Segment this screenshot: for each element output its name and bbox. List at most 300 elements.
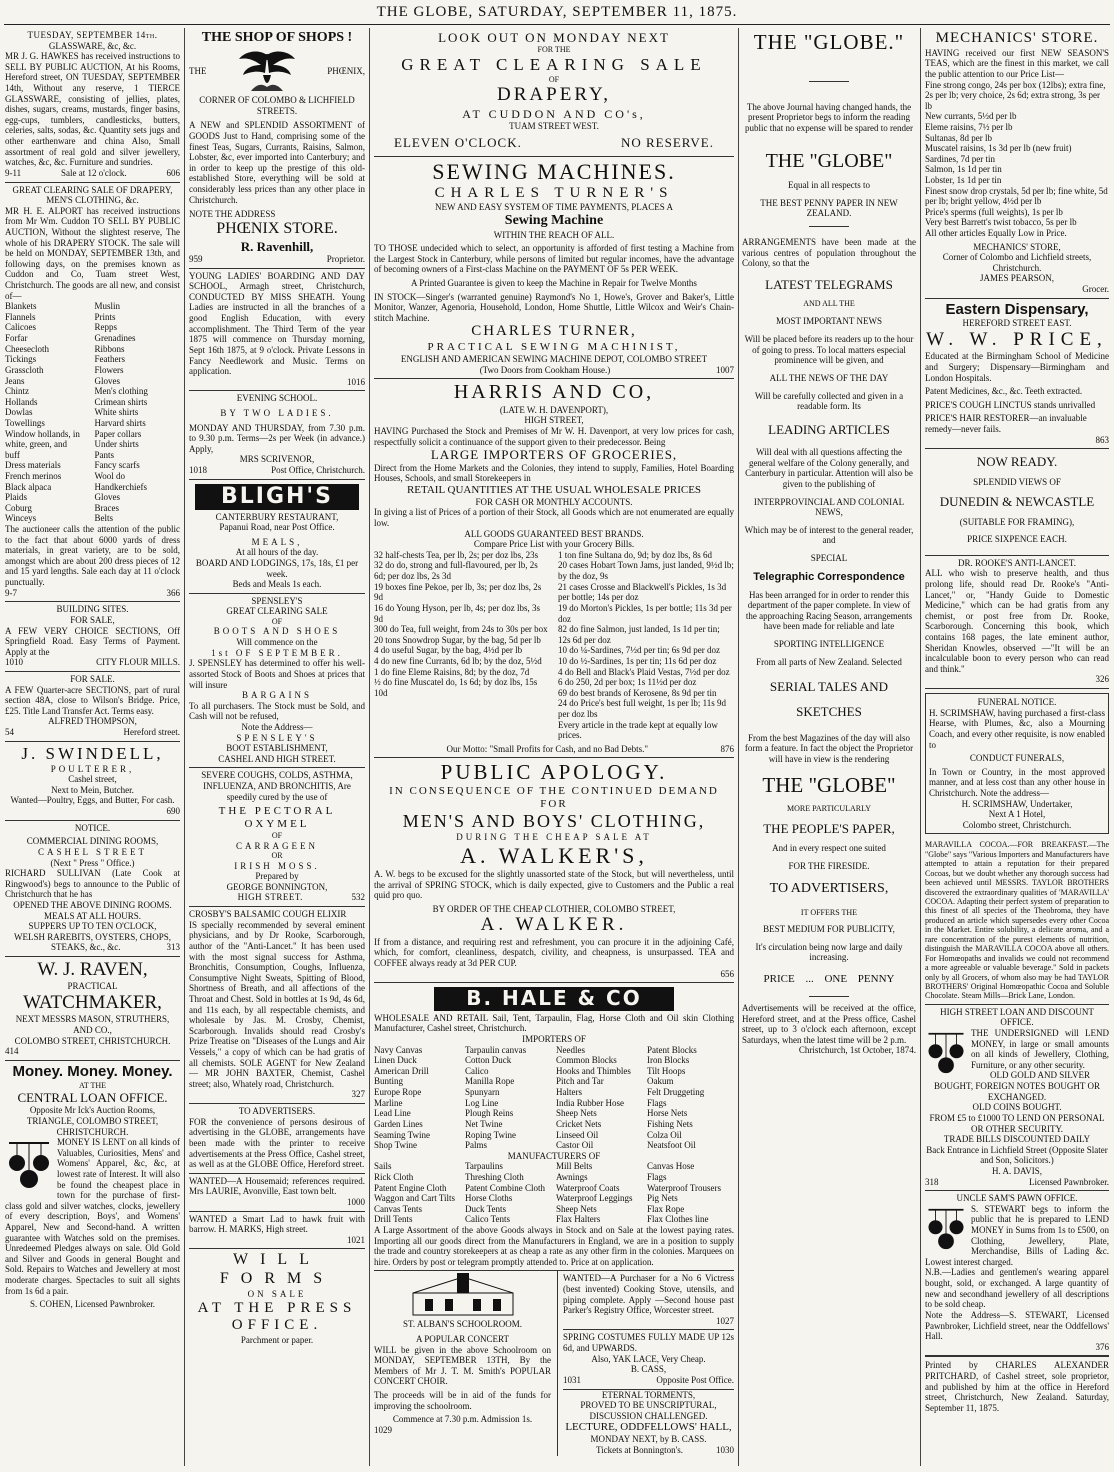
ad-subhead: GLASSWARE, &c, &c. [48,40,137,51]
ad-line: ON SALE [247,1289,307,1300]
list-item: Threshing Cloth [465,1171,524,1182]
advertiser-address: TRIANGLE, COLOMBO STREET, [26,1115,159,1126]
price-list-item: 19 boxes fine Pekoe, per lb, 3s; per doz lbs, 2s 9d [374,581,542,603]
central-loan-office-ad [5,1061,180,1313]
list-item: Linen Duck [374,1055,417,1066]
list-item: Crimean shirts [94,396,148,407]
price-list-item: All other articles Equally Low in Price. [925,228,1067,239]
list-item: Needles [556,1044,585,1055]
building-sites-ad [5,602,180,672]
price-list-left [374,550,550,741]
list-item: Iron Blocks [647,1055,690,1066]
ad-number: 327 [351,1089,365,1100]
advertiser-name: H. SCRIMSHAW, Undertaker, [961,798,1073,809]
spring-costumes-ad [563,1330,734,1389]
ad-body: If from a distance, and requiring rest and refreshment, you can procure it in the adjoining Café, which, for comfort, cleanliness, despatch, civility, and cheapness, is unsurpassed. TEA and COFFEE always ready at 3d PER CUP. [374,936,734,968]
advertiser-address: Post Office, Christchurch. [271,465,365,475]
ad-body: IN STOCK—Singer's (warranted genuine) Raymond's No 1, Howe's, Grover and Baker's, Little Monitor, Wanzer, Agenoria, Household, London, Home Shuttle, Little Wilcox and Weir's Chain-stitch Machine. [374,291,734,323]
pawnbroker-balls-icon [925,1206,967,1255]
price-list-item: 19 do Morton's Pickles, 1s per bottle; 11s 3d per doz [558,602,732,624]
ad-title: LARGE IMPORTERS OF GROCERIES, [430,447,678,463]
price-list-item: 10 do ½-Sardines, 1s per tin; 11s 6d per doz [558,655,717,666]
ad-number: 656 [720,968,734,979]
ad-subhead: IMPORTERS OF [522,1034,586,1045]
walker-apology-ad [374,758,734,983]
advertiser-name: GEORGE BONNINGTON, [226,881,328,892]
list-item: Plough Reins [465,1108,514,1119]
ad-trade: WATCHMAKER, [23,992,162,1014]
list-item: Hooks and Thimbles [556,1065,631,1076]
ad-subtitle: (Next " Press " Office.) [50,857,135,868]
ad-line: DISCUSSION CHALLENGED. [589,1410,708,1421]
globe-paragraph: Advertisements will be received at the office, Hereford street, and at the Press office, Cashel street, up to 3 o'clock each afternoon, except Saturdays, when the latest time will be 2 p.m. [742,1003,916,1045]
ad-heading: GREAT CLEARING SALE OF DRAPERY, MEN'S CLOTHING, &c. [12,184,173,206]
ad-number: 414 [5,1046,19,1057]
advertiser-name: MRS SCRIVENOR, [239,454,315,465]
ad-line: A Printed Guarantee is given to keep the Machine in Repair for Twelve Months [411,277,697,288]
advertiser-address: Hereford street. [123,727,180,737]
list-item: Flags [647,1171,667,1182]
column-3 [371,28,737,1466]
advertiser-address: Cashel street, [68,774,117,785]
ad-line: Patent Medicines, &c., &c. Teeth extracted. [925,386,1083,397]
ad-number: 532 [351,892,365,903]
ad-line: FOR CASH OR MONTHLY ACCOUNTS. [475,496,633,507]
list-item: Oakum [647,1076,674,1087]
ad-body: The proceeds will be in aid of the funds for improving the schoolroom. [374,1390,551,1411]
globe-title: THE "GLOBE." [753,30,905,54]
list-item: Linseed Oil [556,1129,599,1140]
ad-number: 606 [166,167,180,178]
ad-heading: SEVERE COUGHS, COLDS, ASTHMA, INFLUENZA, AND BRONCHITIS, Are speedily cured by the use of [201,770,353,802]
list-item: Patent Blocks [647,1044,697,1055]
swindell-poulterer-ad [5,742,180,821]
advertiser-address: HEREFORD STREET EAST. [962,318,1072,329]
price-list-item: Sardines, 7d per tin [925,153,995,164]
ad-body: MONEY IS LENT on all kinds of Valuables, Curiosities, Mens' and Womens' Apparel, &c, &c, at lowest rate of Interest. It will also be found the cheapest place in town for the purchase of first-class gold and silver watches, clocks, jewellery of every description, Boys', and Womens' Apparel, New and Second-hand. A written guarantee with Watches sold on the premises. Unredeemed Pledges always on sale. Old Gold and Silver and Goods in general Bought and Sold. Repairs to Watches and Jewellery at most moderate charges. Spectacles to suit all sights from 1s 6d a pair. [5,1137,180,1296]
globe-line: ALL THE NEWS OF THE DAY [769,373,889,384]
column-rule [369,28,370,1466]
list-item: Log Line [465,1097,499,1108]
ad-body: IS specially recommended by several eminent physicians, and by Dr Rooke, Scarborough, author of the "Anti-Lancet." It has been used with the most signal success for Asthma, Bronchitis, Consumption, Coughs, Influenza, Consumptive Night Sweats, Spitting of Blood, Shortness of Breath, and all affections of the Throat and Chest. Sold in bottles at 1s 9d, 4s 6d, and 11s each, by all respectable chemists, and wholesale by Jas. M. Crosby, Chemist, Scarborough. Invalids should read Crosby's Prize Treatise on "Diseases of the Lungs and Air Vessels," a copy of which can be had gratis of all chemists. SOLE AGENT for New Zealand — MR JOHN BAXTER, Chemist, Cashel street; also, Whately road, Christchurch. [189,919,365,1089]
ad-line: BOARD AND LODGINGS, 17s, 18s, £1 per week. [195,558,359,579]
ad-body: A. W. begs to be excused for the slightly unassorted state of the Stock, but will nevertheless, until the arrival of SPRING STOCK, which is daily expected, give to Customers and the Public a real quid pro quo. [374,868,734,901]
ad-body: WHOLESALE AND RETAIL Sail, Tent, Tarpaulin, Flag, Horse Cloth and Oil skin Clothing Manufacturer, Cashel street, Christchurch. [374,1012,734,1034]
advertiser-address: Opposite Post Office. [656,1374,734,1385]
list-item: Towellings [5,417,45,428]
ad-line: SPENSLEY'S [236,732,318,743]
globe-line: Equal in all respects to [788,180,870,191]
price-list-item: 20 cases Hobart Town Jams, just landed, 9½d lb; by the doz, 9s [558,560,734,582]
ad-number: 1030 [715,1444,734,1455]
ad-number: 1016 [347,376,365,387]
ad-title: RETAIL QUANTITIES AT THE USUAL WHOLESALE PRICES [406,483,702,496]
price-list-item: Every article in the trade kept at equally low prices. [558,719,718,741]
ad-body: WANTED—A Housemaid; references required. Mrs LAURIE, Avonville, East town belt. [189,1175,365,1197]
list-item: Dress materials [5,460,61,471]
ad-line: Parchment or paper. [240,1335,314,1346]
ad-heading: HIGH STREET LOAN AND DISCOUNT OFFICE. [940,1006,1094,1028]
drapery-auction-ad [5,183,180,603]
ad-heading: ST. ALBAN'S SCHOOLROOM. [403,1319,522,1330]
price-list [925,80,1109,239]
ad-title: DRAPERY, [497,84,611,106]
manufactures-list [374,1161,734,1225]
list-item: Paper collars [94,428,142,439]
ad-body: HAVING Purchased the Stock and Premises of Mr W. H. Davenport, at very low prices for cash, respectfully solicit a continuance of the support given to their predecessor. Being [374,426,734,447]
list-item: Awnings [556,1171,588,1182]
ad-date: TUESDAY, SEPTEMBER 14th. [27,30,158,40]
ad-number: 1029 [374,1424,392,1435]
st-albans-church-illustration [374,1273,551,1317]
globe-line: SPECIAL [810,553,848,564]
ad-body: WANTED—A Purchaser for a No 6 Victress (best invented) Cooking Stove, utensils, and piping complete. Apply —Second house past Parker's Registry Office, Worcester street. [563,1273,734,1316]
ad-number: 1018 [189,465,207,475]
globe-feature: TO ADVERTISERS, [769,881,889,897]
list-item: Flags [647,1097,667,1108]
advertiser-address: Corner of Colombo and Lichfield streets, Christchurch. [942,252,1092,273]
ad-line: MEALS, [251,536,303,547]
advertiser-address: CORNER OF COLOMBO & LICHFIELD STREETS. [199,95,355,116]
advertiser-address: HIGH STREET, [524,415,584,426]
blighs-restaurant-ad [189,480,365,594]
ad-body: In Town or Country, in the most approved manner, and at less cost than any other house in Christchurch. Note the address— [929,766,1105,798]
advertiser-name: B. HALE & CO [434,987,674,1011]
globe-paragraph: Which may be of interest to the general reader, and [744,524,914,546]
list-item: Lead Line [374,1108,411,1119]
price-list-item: 69 do best brands of Kerosene, 8s 9d per tin [558,687,717,698]
list-item: Bunting [374,1076,404,1087]
price-list-item: New currants, 5½d per lb [925,111,1017,122]
price-list-item: 24 do Price's best full weight, 1s per lb; 11s 9d per doz lbs [558,698,727,719]
sewing-machines-ad [374,157,734,380]
ad-footer: Sale at 12 o'clock. [61,167,127,178]
globe-paragraph: From the best Magazines of the day will also form a feature. In fact the object the Proprietor will have in view is the rendering [744,732,914,764]
spensley-boots-ad [189,594,365,769]
ad-number: 1021 [347,1234,365,1245]
ad-number: 876 [720,743,734,754]
list-item: white, green, and [5,439,67,450]
divider [809,226,849,227]
ad-number: 1007 [715,364,734,375]
ad-line: MEALS AT ALL HOURS. [43,910,141,921]
list-item: Tarpaulin canvas [465,1044,527,1055]
list-item: Patent Combine Cloth [465,1182,545,1193]
ad-heading: PUBLIC APOLOGY. [440,760,668,785]
pectoral-oxymel-ad [189,768,365,907]
list-item: Felt Druggeting [647,1087,705,1098]
high-street-loan-ad [925,1005,1109,1191]
ad-line: Beds and Meals 1s each. [232,579,322,590]
list-item: Spunyarn [465,1087,500,1098]
ad-line: MONDAY NEXT, by B. CASS. [590,1434,707,1445]
list-item: American Drill [374,1065,429,1076]
ad-line: PRACTICAL [67,981,118,992]
ad-number: 1031 [563,1374,581,1385]
list-item: Garden Lines [374,1118,423,1129]
ad-line: Licensed Pawnbroker. [1029,1176,1109,1187]
price-list-item: 16 do Young Hyson, per lb, 4s; per doz lbs, 3s 9d [374,602,541,624]
column-4 [739,28,919,1466]
list-item: Sails [374,1161,392,1172]
globe-feature: Telegraphic Correspondence [753,570,905,583]
list-item: Fancy scarfs [94,460,140,471]
ad-heading: BUILDING SITES. [56,604,129,615]
globe-paragraph: Will be placed before its readers up to the hour of going to press. To local matters especial prominence will be given, and [744,334,914,366]
ad-body: J. SPENSLEY has determined to offer his well-assorted Stock of Boots and Shoes at prices that will insure [189,658,365,690]
ad-body: FOR the convenience of persons desirous of advertising in the GLOBE, arrangements have been made with the printer to receive advertisements at the Press Office, Cashel street, as well as at the GLOBE Office, Hereford street. [189,1116,365,1170]
proprietor-name: JAMES PEARSON, [979,273,1055,284]
list-item: Belts [94,513,114,524]
ad-number: 959 [189,254,203,265]
ad-body: A NEW and SPLENDID ASSORTMENT of GOODS Just to Hand, comprising some of the finest Teas, Sugars, Currants, Raisins, Salmon, Lobster, &c, ever imported into Canterbury; and in order to keep up the prestige of this old-established Store, everything will be sold at considerably less prices than any other place in Christchurch. [189,120,365,205]
globe-line: And in every respect one suited [772,843,886,854]
ad-line: SPLENDID VIEWS OF [973,476,1061,487]
ad-line: FOR THE [537,45,571,55]
list-item: Cotton Duck [465,1055,512,1066]
list-item: Waterproof Coats [556,1182,620,1193]
list-item: Horse Cloths [465,1193,513,1204]
pawnbroker-balls-icon [925,1030,967,1079]
globe-line: MORE PARTICULARLY [787,804,871,814]
list-item: Horse Nets [647,1108,688,1119]
ad-line: Note the Address— [241,721,313,732]
advertiser-name: CHARLES TURNER, [471,323,637,340]
globe-title: THE "GLOBE" [765,149,893,172]
ad-number: 54 [5,727,14,737]
column-5 [922,28,1112,1466]
ad-line: CANTERBURY RESTAURANT, [215,511,339,522]
ad-line: OF [271,617,283,627]
price-list-item: 10 do ¼-Sardines, 7½d per tin; 6s 9d per doz [558,645,720,656]
column-rule [920,28,921,1466]
list-item: Blankets [5,301,37,312]
list-item: Europe Rope [374,1087,422,1098]
ad-body: HAVING received our first NEW SEASON'S TEAS, which are the finest in this market, we call the public attention to our Price List— [925,47,1109,79]
ad-number: 326 [1095,674,1109,685]
globe-intro: The above Journal having changed hands, the present Proprietor begs to inform the reading public that no expense will be spared to render [745,101,913,133]
ad-title: CONDUCT FUNERALS, [969,753,1065,764]
ad-line: ELEVEN O'CLOCK. [394,135,522,151]
ad-body: A FEW VERY CHOICE SECTIONS, Off Springfield Road. Easy Terms of Payment. Apply at the [5,625,180,657]
ad-line: AT THE PRESS OFFICE. [197,1299,357,1334]
globe-paragraph: ARRANGEMENTS have been made at the various centres of population throughout the Colony, so that the [742,237,916,269]
ad-number: 863 [1095,434,1109,445]
ad-title: MEN'S AND BOYS' CLOTHING, [402,811,706,832]
ad-line: OLD COINS BOUGHT. [972,1102,1062,1113]
advertiser-name: CHARLES TURNER'S [434,184,674,201]
list-item: Cheesecloth [5,343,49,354]
advertiser-name: HARRIS AND CO, [453,381,655,404]
ad-subhead: FOR SALE, [70,614,115,625]
ad-line: OF [548,74,560,84]
list-item: Palms [465,1140,488,1151]
column-2 [186,28,368,1466]
ad-heading: CROSBY'S BALSAMIC COUGH ELIXIR [189,909,347,920]
ad-line: Will commence on the [236,637,318,648]
ad-body: Direct from the Home Markets and the Colonies, they intend to supply, Families, Hotel Boarding Houses, Schools, and small Storekeepers in [374,462,734,484]
list-item: Wool do [94,470,126,481]
crosby-elixir-ad [189,907,365,1104]
ad-line: ALL GOODS GUARANTEED BEST BRANDS. [464,528,644,539]
ad-line: PHŒNIX, [327,65,365,76]
ad-subhead: MANUFACTURERS OF [507,1150,601,1161]
list-item: Roping Twine [465,1129,516,1140]
list-item: Common Blocks [556,1055,617,1066]
list-item: Winceys [5,513,37,524]
ad-title: COMMERCIAL DINING ROOMS, [26,836,159,847]
ad-line: IN CONSEQUENCE OF THE CONTINUED DEMAND FOR [389,785,719,811]
ad-line: WELSH RAREBITS, OYSTERS, CHOPS, [13,931,172,942]
list-item: Repps [94,322,117,333]
ad-body: RICHARD SULLIVAN (Late Cook at Ringwood's) begs to announce to the Public of Christchurch that he has [5,868,180,900]
list-item: Colza Oil [647,1129,682,1140]
price-list-item: 4 do new fine Currants, 6d lb; by the doz, 5½d [374,655,542,666]
list-item: Hollands [5,396,38,407]
ad-body: SPRING COSTUMES FULLY MADE UP 12s 6d, and UPWARDS. [563,1332,734,1354]
price-list-item: Sultanas, 8d per lb [925,132,992,143]
list-item: Neatsfoot Oil [647,1140,696,1151]
ad-line: BOOTS AND SHOES [213,626,341,637]
ad-line: Tickets at Bonnington's. [595,1444,684,1455]
list-item: Duck Tents [465,1203,506,1214]
globe-paragraph: Will be carefully collected and given in a readable form. Its [754,390,904,412]
list-item: Pitch and Tar [556,1076,604,1087]
ad-code: 9-11 [5,167,22,178]
ad-title: GREAT CLEARING SALE [401,54,707,74]
advertiser-address: COLOMBO STREET, CHRISTCHURCH. [14,1035,171,1046]
list-item: Seaming Twine [374,1129,430,1140]
column-1 [2,28,183,1466]
advertiser-name: MECHANICS' STORE, [973,241,1061,252]
price-list-item: 4 do useful Sugar, by the bag, 4½d per lb [374,645,523,656]
globe-paragraph: Will deal with all questions affecting the general welfare of the Colony generally, and Canterbury in particular. Attention will also be given to the publishing of [745,447,913,490]
masthead: THE GLOBE, SATURDAY, SEPTEMBER 11, 1875. [376,4,738,20]
ad-number: 1010 [5,657,23,668]
ad-line: Next A 1 Hotel, [988,809,1046,820]
ad-line: BY ORDER OF THE CHEAP CLOTHIER, COLOMBO STREET, [432,903,676,914]
maravilla-cocoa-ad [925,838,1109,1004]
ad-body: S. STEWART begs to inform the public that he is prepared to LEND MONEY in Sums from 1s to £500, on Clothing, Jewellery, Plate, Merchandise, Bills of Lading &c. Lowest interest charged. [925,1203,1109,1267]
globe-line: IT OFFERS THE [800,907,858,917]
advertiser-name: A. WALKER'S, [460,842,648,868]
ad-line: CARRAGEEN [235,840,318,851]
ad-heading: LOOK OUT ON MONDAY NEXT [438,30,670,45]
ad-body: A Large Assortment of the above Goods always in Stock and on Sale at the lowest paying rates. Importing all our goods direct from the Manufacturers in England, we are in a position to supply the trade and country storekeepers at as cheap a rate as any other firm in the colonies. Marquees on hire. Orders by post or telegram promptly attended to. Price at on application. [374,1225,734,1267]
ad-number: 313 [166,942,180,953]
globe-line: FOR THE FIRESIDE. [788,860,870,871]
divider [809,996,849,997]
ad-line: FROM £5 to £1000 TO LEND ON PERSONAL OR OTHER SECURITY. [929,1112,1105,1134]
ad-body: MARAVILLA COCOA.—FOR BREAKFAST.—The "Globe" says "Various Importers and Manufacturers have attempted to attain a reputation for their prepared Cocoas, but we doubt whether any thorough success had been achieved until MESSRS. TAYLOR BROTHERS discovered the extraordinary qualities of 'MARAVILLA' COCOA. Adapting their perfect system of preparation to this finest of all species of the Theobroma, they have produced an article which supersedes every other Cocoa in the Market. Entire solubility, a delicate aroma, and a rare concentration of the purest elements of nutrition, distinguish the MARAVILLA COCOA above all others. For Homœopaths and invalids we could not recommend a more agreeable or valuable beverage." Sold in packets only by all Grocers, of whom also may be had TAYLOR BROTHERS' Original Homœopathic Cocoa and Soluble Chocolate. Steam Mills—Brick Lane, London. [925,840,1109,1001]
ad-line: (Two Doors from Cookham House.) [479,364,611,375]
drapery-item-list [5,301,180,524]
ad-line: Back Entrance in Lichfield Street (Opposite Slater and Son, Solicitors.) [926,1144,1108,1166]
ad-body: To all purchasers. The Stock must be Sold, and Cash will not be refused, [189,700,365,722]
ad-heading: NOW READY. [976,454,1058,470]
advertiser-name: PHŒNIX STORE. [216,219,338,237]
price-list-item: 21 cases Crosse and Blackwell's Pickles, 1s 3d per bottle; 14s per doz [558,581,727,603]
raven-watchmaker-ad [5,957,180,1061]
globe-line: BEST MEDIUM FOR PUBLICITY, [763,924,895,935]
globe-paragraph: From all parts of New Zealand. Selected [756,656,902,667]
list-item: Pig Nets [647,1193,678,1204]
hale-sailmaker-ad [374,983,734,1271]
ad-line: THE [189,65,207,76]
advertiser-address: CASHEL AND HIGH STREET. [218,753,336,764]
price-list-item: Lobster, 1s 1d per tin [925,175,1002,185]
ad-line: NOTE THE ADDRESS [189,209,276,220]
ad-line: PRACTICAL SEWING MACHINIST, [427,341,681,354]
list-item: Tickings [5,354,37,365]
ad-line: SUPPERS UP TO TEN O'CLOCK, [28,921,157,932]
ad-line: OF [271,831,283,841]
ad-line: Proprietor. [326,254,365,265]
list-item: Calicoes [5,322,36,333]
ad-body: MONDAY AND THURSDAY, from 7.30 p.m. to 9.30 p.m. Terms—2s per Week (in advance.) Apply, [189,422,365,454]
eastern-dispensary-ad [925,299,1109,450]
list-item: Dowlas [5,407,33,418]
ad-line: WILL FORMS [219,1251,335,1288]
imports-list [374,1045,734,1151]
ad-heading: TO ADVERTISERS. [238,1106,316,1117]
globe-price: PRICE ... ONE PENNY [763,973,895,986]
list-item: Braces [94,502,119,513]
ad-line: At all hours of the day. [235,547,319,558]
ad-line: CHRISTCHURCH. [56,1126,129,1137]
ad-motto: Our Motto: "Small Profits for Cash, and no Bad Debts." [446,743,649,754]
advertiser-name: BLIGH'S [195,484,359,510]
price-list-item: Muscatel raisins, 1s 3d per lb (new fruit) [925,143,1072,154]
advertiser-name: S. COHEN, Licensed Pawnbroker. [30,1299,155,1310]
cuddon-clearing-sale-ad [374,28,734,157]
ad-line: Opposite Mr Ick's Auction Rooms, [29,1105,156,1116]
eternal-torments-lecture-ad [563,1390,734,1456]
ad-title: Sewing Machine [504,213,604,228]
forms-on-sale-ad [189,1249,365,1348]
glassware-auction-ad [5,28,180,183]
globe-line: INTERPROVINCIAL AND COLONIAL NEWS, [753,496,905,518]
list-item: Waggon and Cart Tilts [374,1193,456,1204]
ad-line: ETERNAL TORMENTS, [601,1389,696,1400]
advertiser-name: W. J. RAVEN, [37,959,148,981]
ad-line: PROVED TO BE UNSCRIPTURAL, [580,1400,717,1411]
bottom-ads-row [374,1271,734,1455]
phoenix-store-ad [189,28,365,269]
ad-title: DUNEDIN & NEWCASTLE [939,494,1095,510]
ad-note: The auctioneer calls the attention of the public to the fact that about 6000 yards of dress materials, in great variety, are to be sold, amongst which are about 200 dress pieces of 12 and 15 yard lengths. Sale each day at 11 o'clock punctually. [5,524,180,588]
list-item: Marline [374,1097,403,1108]
ad-heading: DR. ROOKE'S ANTI-LANCET. [958,557,1076,568]
list-item: Jeans [5,375,25,386]
advertiser-address: TUAM STREET WEST. [509,120,599,131]
ad-heading: NOTICE. [74,822,111,833]
list-item: Calico Tents [465,1214,510,1225]
masthead-rule [4,24,1110,25]
funeral-notice-ad [925,693,1109,834]
ad-body: In giving a list of Prices of a portion of their Stock, all Goods which are not enumerated are equally low. [374,507,734,529]
price-list-item: ½ do fine Muscatel do, 1s 6d; by doz lbs, 15s 10d [374,677,538,698]
advertiser-address: HIGH STREET. [237,892,303,903]
globe-paragraph: It's circulation being now large and daily increasing. [755,941,903,963]
ad-line: WITHIN THE REACH OF ALL. [493,229,615,240]
ad-body: Educated at the Birmingham School of Medicine and Surgery; Dispensary—Birmingham and London Hospitals. [925,351,1109,383]
ad-body: THE UNDERSIGNED will LEND MONEY, in large or small amounts on all kinds of Jewellery, Clothing, Furniture, or any other security. [971,1028,1109,1070]
price-list-right [558,550,734,741]
price-list-item: 4 do Bell and Black's Plaid Vestas, 7½d per doz [558,666,730,677]
price-list-item: 1 ton fine Sultana do, 9d; by doz lbs, 8s 6d [558,549,712,560]
list-item: White shirts [94,407,139,418]
